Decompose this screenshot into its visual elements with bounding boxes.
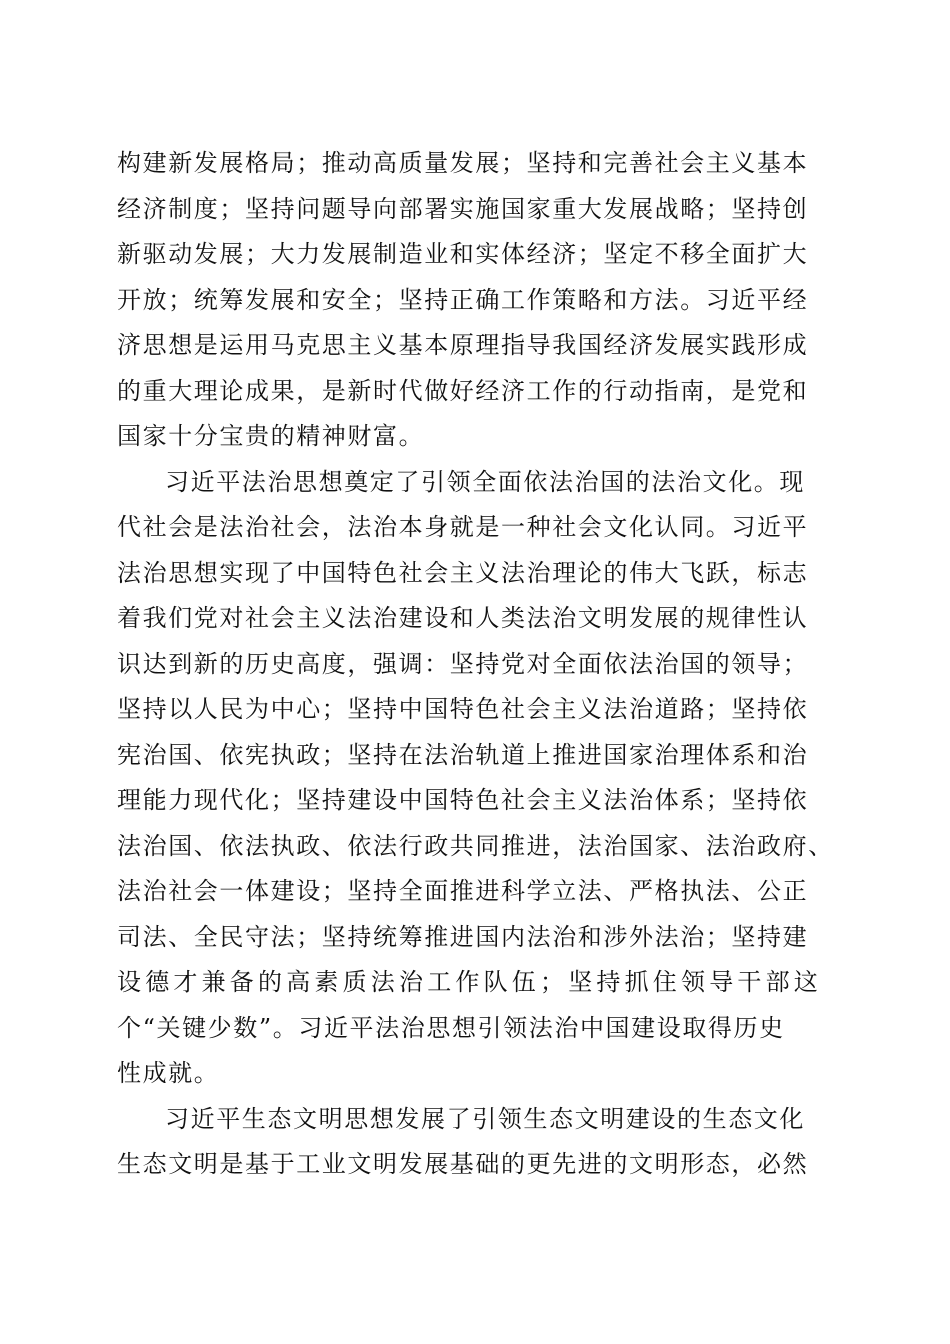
text-line: 理能力现代化；坚持建设中国特色社会主义法治体系；坚持依	[117, 786, 809, 814]
text-line: 性成就。	[117, 1059, 220, 1087]
text-line: 国家十分宝贵的精神财富。	[117, 422, 425, 450]
text-line: 设德才兼备的高素质法治工作队伍；坚持抓住领导干部这	[117, 968, 822, 996]
text-line: 济思想是运用马克思主义基本原理指导我国经济发展实践形成	[117, 331, 809, 359]
text-line: 的重大理论成果，是新时代做好经济工作的行动指南，是党和	[117, 376, 809, 405]
text-line: 着我们党对社会主义法治建设和人类法治文明发展的规律性认	[117, 604, 809, 632]
text-line: 司法、全民守法；坚持统筹推进国内法治和涉外法治；坚持建	[117, 922, 809, 951]
text-line: 新驱动发展；大力发展制造业和实体经济；坚定不移全面扩大	[117, 240, 809, 268]
text-line: 个“关键少数”。习近平法治思想引领法治中国建设取得历史	[117, 1013, 785, 1042]
text-line: 法治思想实现了中国特色社会主义法治理论的伟大飞跃，标志	[117, 558, 809, 587]
text-line: 开放；统筹发展和安全；坚持正确工作策略和方法。习近平经	[117, 285, 809, 314]
text-line: 经济制度；坚持问题导向部署实施国家重大发展战略；坚持创	[117, 194, 809, 223]
text-line: 法治国、依法执政、依法行政共同推进，法治国家、法治政府、	[117, 831, 834, 860]
paragraph-first-line: 习近平法治思想奠定了引领全面依法治国的法治文化。现	[165, 467, 805, 496]
text-line: 构建新发展格局；推动高质量发展；坚持和完善社会主义基本	[117, 149, 809, 177]
text-line: 法治社会一体建设；坚持全面推进科学立法、严格执法、公正	[117, 877, 809, 905]
text-line: 识达到新的历史高度，强调：坚持党对全面依法治国的领导；	[117, 649, 809, 678]
text-line: 生态文明是基于工业文明发展基础的更先进的文明形态，必然	[117, 1150, 809, 1178]
text-line: 宪治国、依宪执政；坚持在法治轨道上推进国家治理体系和治	[117, 740, 809, 769]
document-body	[117, 141, 837, 1188]
text-line: 坚持以人民为中心；坚持中国特色社会主义法治道路；坚持依	[117, 695, 809, 723]
paragraph-first-line: 习近平生态文明思想发展了引领生态文明建设的生态文化	[165, 1104, 805, 1133]
text-line: 代社会是法治社会，法治本身就是一种社会文化认同。习近平	[117, 513, 809, 541]
